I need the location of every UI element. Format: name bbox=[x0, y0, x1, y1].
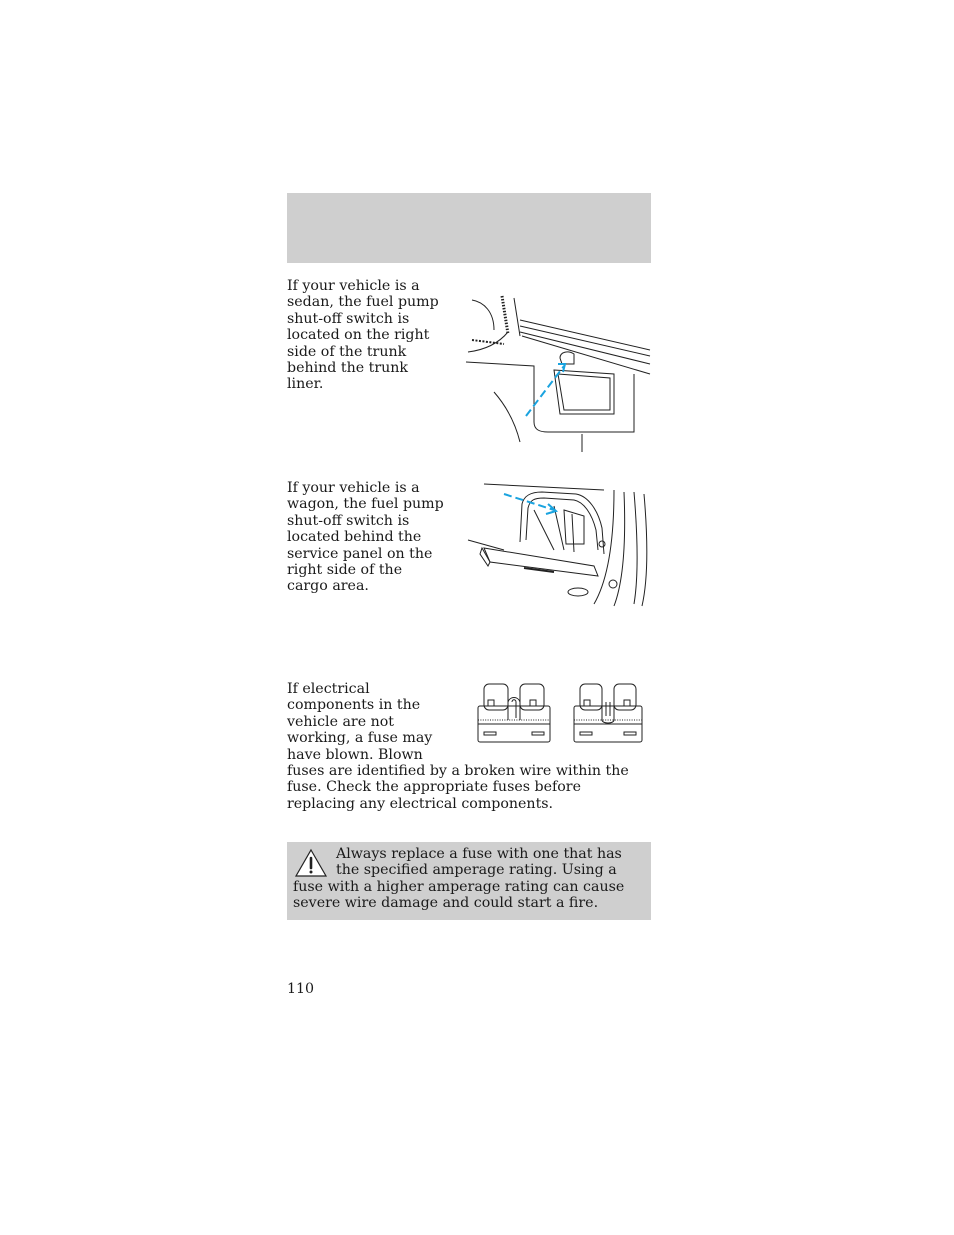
warning-text: Always replace a fuse with one that has the specified amperage rating. Using a fuse with a higher amperage rating can cause severe wire damage and could start a fire. bbox=[293, 846, 625, 912]
warning-box bbox=[287, 842, 651, 920]
blown-fuse-illustration bbox=[572, 680, 644, 744]
section-header-bar bbox=[287, 193, 651, 263]
good-fuse-illustration bbox=[476, 680, 552, 744]
fuse-paragraph-wrapped: If electrical components in the vehicle are not working, a fuse may have blown. Blown bbox=[287, 681, 433, 763]
sedan-paragraph: If your vehicle is a sedan, the fuel pump shut-off switch is located on the right side of the trunk behind the trunk liner. bbox=[287, 278, 439, 393]
wagon-paragraph: If your vehicle is a wagon, the fuel pump shut-off switch is located behind the service panel on the right side of the cargo area. bbox=[287, 480, 444, 595]
fuse-paragraph-full: fuses are identified by a broken wire within the fuse. Check the appropriate fuses before replacing any electrical components. bbox=[287, 763, 629, 812]
page-number: 110 bbox=[287, 981, 315, 997]
wagon-cargo-illustration bbox=[464, 480, 652, 608]
sedan-trunk-illustration bbox=[464, 292, 652, 452]
